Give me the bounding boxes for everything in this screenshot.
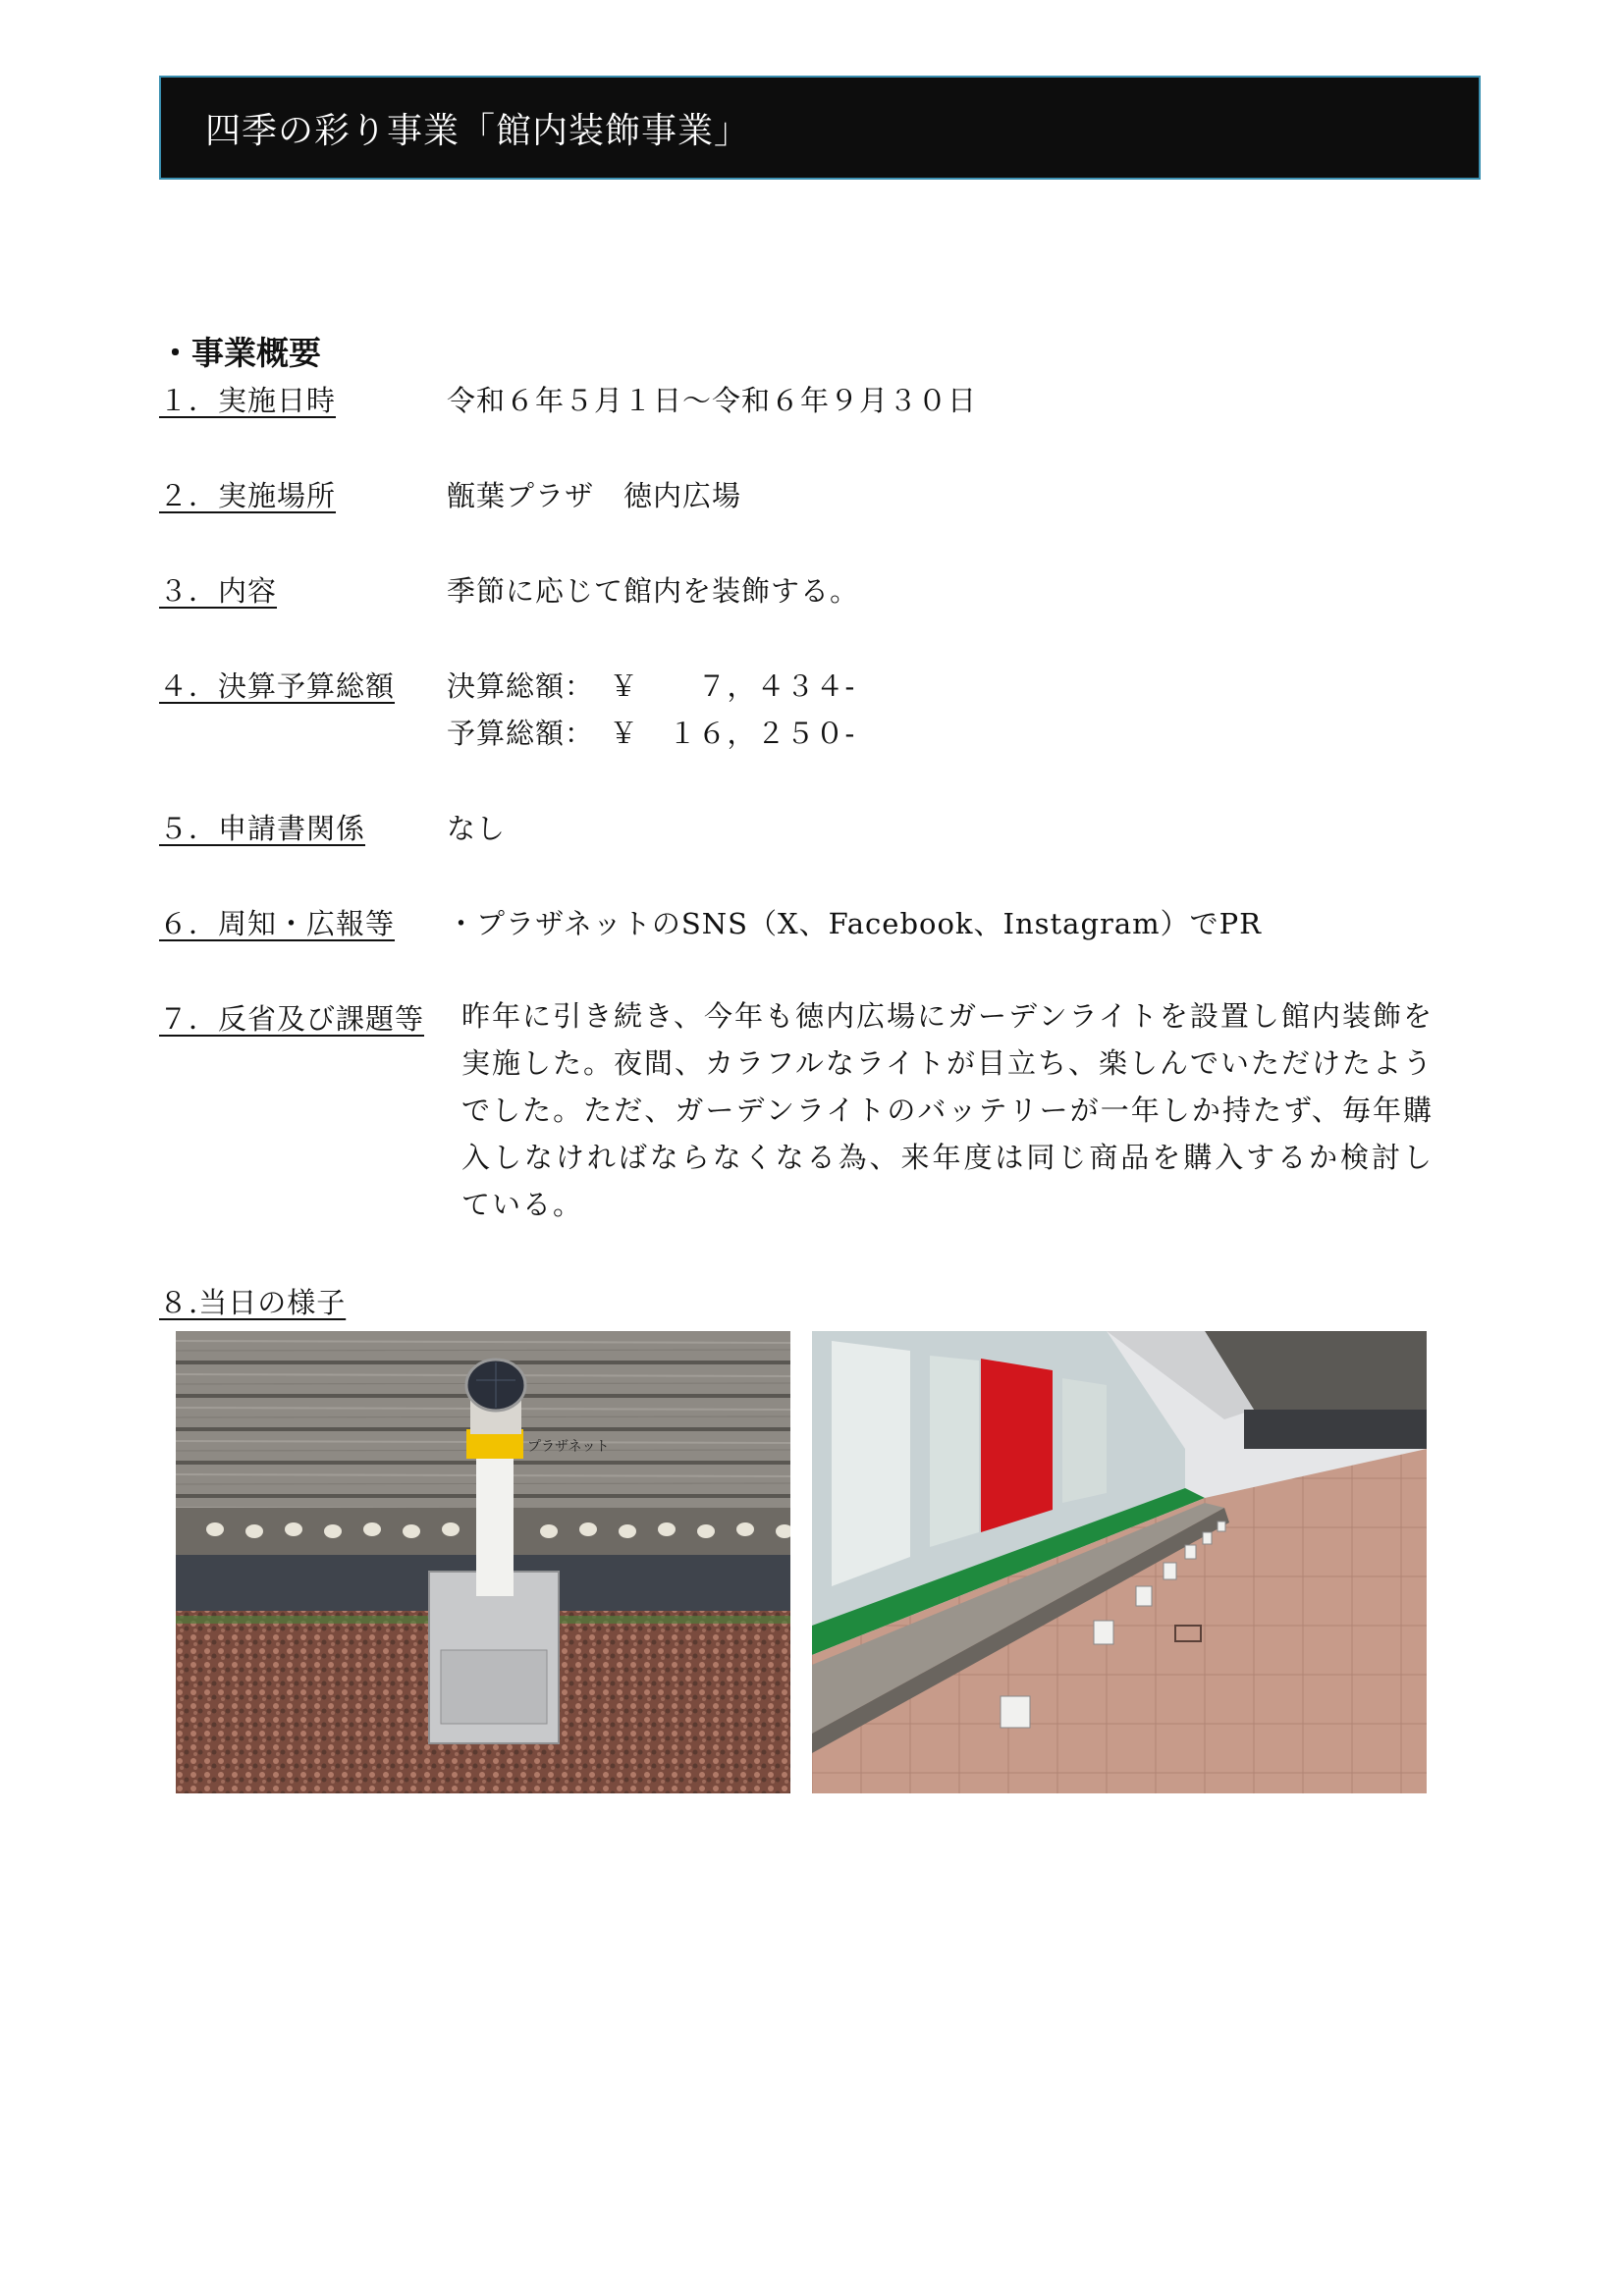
item-value-publicity: ・プラザネットのSNS（X、Facebook、Instagram）でPR <box>447 907 1263 940</box>
section-heading: ・事業概要 <box>159 334 321 372</box>
item-value-settlement: 決算総額： ￥ ７，４３４- <box>447 669 856 703</box>
item-label-photos: ８.当日の様子 <box>159 1286 347 1319</box>
photo-garden-light <box>176 1331 790 1793</box>
page-title: 四季の彩り事業「館内装飾事業」 <box>205 111 751 151</box>
item-value-date: 令和６年５月１日～令和６年９月３０日 <box>447 384 978 417</box>
item-label-budget: ４．決算予算総額 <box>159 669 396 703</box>
item-value-review: 昨年に引き続き、今年も徳内広場にガーデンライトを設置し館内装飾を実施した。夜間、カラフルなライトが目立ち、楽しんでいただけたようでした。ただ、ガーデンライトのバッテリーが一年しか持たず、毎年購入しなければならなくなる為、来年度は同じ商品を購入するか検討している。 <box>461 999 1434 1221</box>
item-value-place: 甑葉プラザ 徳内広場 <box>447 479 742 512</box>
item-label-publicity: ６．周知・広報等 <box>159 907 396 940</box>
sticker-text: プラザネット <box>527 1439 610 1455</box>
item-value-application: なし <box>447 812 507 845</box>
item-label-content: ３．内容 <box>159 574 278 608</box>
item-value-content: 季節に応じて館内を装飾する。 <box>447 574 860 608</box>
photo-terrace <box>812 1331 1427 1793</box>
item-label-application: ５．申請書関係 <box>159 812 366 845</box>
title-bar <box>159 76 1481 180</box>
item-label-review: ７．反省及び課題等 <box>159 1002 425 1036</box>
item-value-budget: 予算総額： ￥ １６，２５０- <box>447 717 856 750</box>
item-label-place: ２．実施場所 <box>159 479 337 512</box>
item-label-date: １．実施日時 <box>159 384 337 417</box>
